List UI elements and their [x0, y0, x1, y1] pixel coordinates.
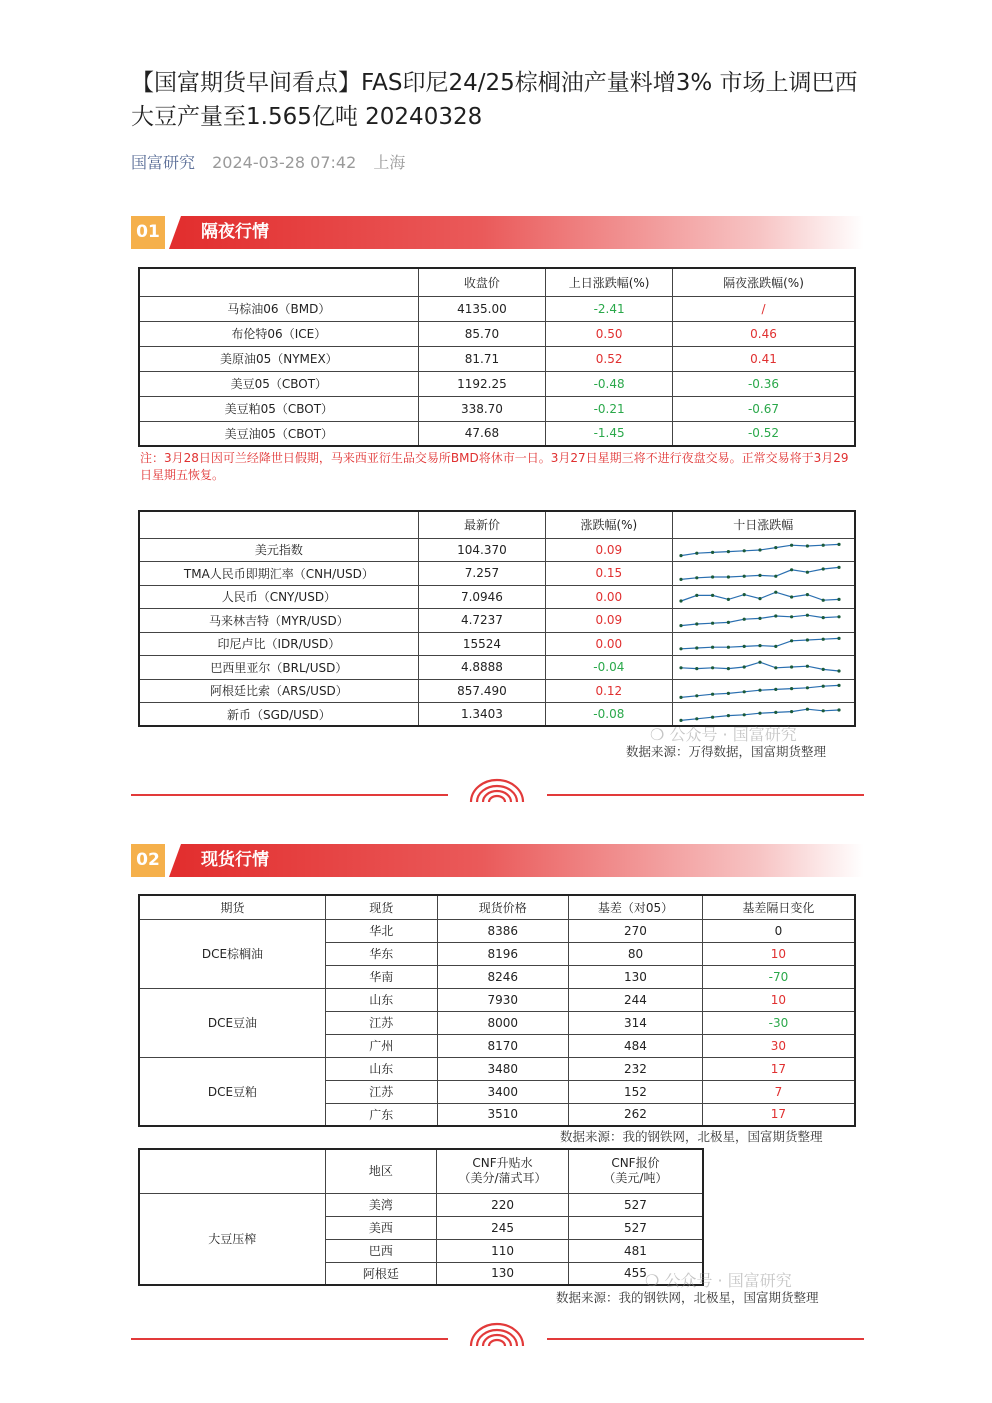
- origin-region: 巴西: [325, 1239, 437, 1262]
- author-link[interactable]: 国富研究: [131, 153, 196, 172]
- sparkline-line: [681, 638, 839, 648]
- holiday-note: 注：3月28日因可兰经降世日假期，马来西亚衍生品交易所BMD将休市一日。3月27日星期三将不进行夜盘交易。正常交易将于3月29日星期五恢复。: [140, 451, 849, 482]
- sparkline-point: [805, 708, 808, 711]
- cloud-ornament-icon: [465, 1322, 529, 1348]
- sparkline-point: [711, 692, 714, 695]
- basis-value: 262: [569, 1103, 703, 1126]
- sparkline-point: [711, 576, 714, 579]
- table-row: [139, 919, 855, 942]
- column-header: 最新价: [418, 511, 545, 538]
- data-source: 数据来源：我的钢铁网，北极星，国富期货整理: [560, 1129, 823, 1144]
- sparkline-point: [837, 670, 840, 673]
- night-change: -0.36: [673, 371, 856, 396]
- sparkline-point: [805, 665, 808, 668]
- ten-day-sparkline: [672, 562, 855, 586]
- table-header-row: [139, 268, 855, 296]
- sparkline-point: [805, 593, 808, 596]
- basis-change: 30: [702, 1034, 855, 1057]
- night-change: 0.41: [673, 346, 856, 371]
- day-change: -1.45: [546, 421, 673, 446]
- sparkline-point: [742, 645, 745, 648]
- sparkline-point: [774, 711, 777, 714]
- sparkline-point: [837, 615, 840, 618]
- sparkline-point: [821, 598, 824, 601]
- column-header: CNF升贴水 （美分/蒲式耳）: [437, 1149, 569, 1193]
- sparkline-point: [821, 668, 824, 671]
- sparkline-point: [821, 568, 824, 571]
- change-pct: -0.04: [546, 656, 672, 680]
- cnf-premium: 245: [437, 1216, 569, 1239]
- table-header-row: [139, 1149, 703, 1193]
- spot-region: 华北: [325, 919, 437, 942]
- ten-day-sparkline: [672, 609, 855, 633]
- sparkline-point: [774, 688, 777, 691]
- spot-region: 广东: [325, 1103, 437, 1126]
- sparkline-point: [837, 708, 840, 711]
- change-pct: 0.00: [546, 585, 672, 609]
- sparkline-point: [821, 616, 824, 619]
- spot-price: 8196: [437, 942, 569, 965]
- close-price: 47.68: [418, 421, 546, 446]
- close-price: 1192.25: [418, 371, 546, 396]
- sparkline-point: [790, 568, 793, 571]
- sparkline-point: [790, 687, 793, 690]
- sparkline-chart: [675, 681, 845, 701]
- cloud-ornament-icon: [465, 778, 529, 804]
- instrument-name: 美豆05（CBOT）: [139, 371, 418, 396]
- sparkline-point: [695, 594, 698, 597]
- spot-price: 3510: [437, 1103, 569, 1126]
- publish-date: 2024-03-28 07:42: [212, 153, 357, 172]
- section-divider: [131, 1322, 864, 1352]
- sparkline-point: [758, 712, 761, 715]
- spot-price: 8246: [437, 965, 569, 988]
- column-header: 上日涨跌幅(%): [546, 268, 673, 296]
- spot-region: 华东: [325, 942, 437, 965]
- sparkline-point: [695, 576, 698, 579]
- section-banner-overnight: [131, 216, 864, 249]
- currency-name: 美元指数: [139, 538, 418, 562]
- section-banner-bar: [169, 844, 864, 877]
- ten-day-sparkline: [672, 585, 855, 609]
- sparkline-point: [758, 597, 761, 600]
- sparkline-chart: [675, 657, 845, 677]
- sparkline-point: [695, 623, 698, 626]
- cnf-table: [138, 1148, 704, 1286]
- sparkline-point: [726, 550, 729, 553]
- day-change: 0.52: [546, 346, 673, 371]
- sparkline-chart: [675, 563, 845, 583]
- change-pct: 0.12: [546, 679, 672, 703]
- sparkline-chart: [675, 610, 845, 630]
- basis-value: 80: [569, 942, 703, 965]
- cnf-premium: 130: [437, 1262, 569, 1285]
- basis-change: 0: [702, 919, 855, 942]
- sparkline-point: [679, 578, 682, 581]
- cnf-price: 455: [568, 1262, 703, 1285]
- sparkline-point: [711, 551, 714, 554]
- sparkline-point: [679, 624, 682, 627]
- future-contract: DCE豆粕: [139, 1057, 325, 1126]
- sparkline-point: [726, 692, 729, 695]
- sparkline-point: [774, 546, 777, 549]
- latest-price: 7.0946: [418, 585, 545, 609]
- table-row: [139, 988, 855, 1011]
- sparkline-line: [681, 615, 839, 625]
- sparkline-point: [742, 666, 745, 669]
- sparkline-point: [821, 709, 824, 712]
- column-header: CNF报价 （美元/吨）: [568, 1149, 703, 1193]
- sparkline-point: [742, 690, 745, 693]
- basis-value: 314: [569, 1011, 703, 1034]
- instrument-name: 美豆粕05（CBOT）: [139, 396, 418, 421]
- basis-value: 232: [569, 1057, 703, 1080]
- change-pct: 0.09: [546, 538, 672, 562]
- day-change: -2.41: [546, 296, 673, 321]
- table-row: [139, 562, 855, 586]
- currency-name: 人民币（CNY/USD）: [139, 585, 418, 609]
- sparkline-point: [711, 622, 714, 625]
- sparkline-point: [695, 694, 698, 697]
- sparkline-point: [711, 594, 714, 597]
- basis-value: 152: [569, 1080, 703, 1103]
- watermark: ❍ 公众号 · 国富研究: [650, 725, 797, 744]
- table-row: [139, 421, 855, 446]
- sparkline-point: [790, 666, 793, 669]
- table-row: [139, 679, 855, 703]
- sparkline-point: [758, 548, 761, 551]
- sparkline-point: [695, 717, 698, 720]
- sparkline-chart: [675, 587, 845, 607]
- column-header: [139, 1149, 325, 1193]
- instrument-name: 布伦特06（ICE）: [139, 321, 418, 346]
- sparkline-point: [711, 666, 714, 669]
- basis-change: -30: [702, 1011, 855, 1034]
- ten-day-sparkline: [672, 679, 855, 703]
- currency-name: 印尼卢比（IDR/USD）: [139, 632, 418, 656]
- sparkline-point: [742, 618, 745, 621]
- sparkline-point: [790, 595, 793, 598]
- sparkline-point: [821, 637, 824, 640]
- sparkline-point: [695, 646, 698, 649]
- sparkline-point: [837, 598, 840, 601]
- data-source: 数据来源：万得数据，国富期货整理: [626, 744, 827, 759]
- currency-name: 马来林吉特（MYR/USD）: [139, 609, 418, 633]
- article-meta: [131, 150, 405, 173]
- crush-group: 大豆压榨: [139, 1193, 325, 1285]
- spot-price: 7930: [437, 988, 569, 1011]
- sparkline-point: [679, 599, 682, 602]
- latest-price: 15524: [418, 632, 545, 656]
- fx-table: [138, 510, 856, 727]
- latest-price: 857.490: [418, 679, 545, 703]
- table-row: [139, 346, 855, 371]
- cnf-price: 527: [568, 1216, 703, 1239]
- table-row: [139, 1057, 855, 1080]
- section-number: 01: [131, 216, 165, 249]
- sparkline-point: [726, 598, 729, 601]
- sparkline-point: [821, 543, 824, 546]
- basis-change: 7: [702, 1080, 855, 1103]
- origin-region: 阿根廷: [325, 1262, 437, 1285]
- ten-day-sparkline: [672, 656, 855, 680]
- sparkline-point: [726, 667, 729, 670]
- cnf-price: 527: [568, 1193, 703, 1216]
- sparkline-point: [679, 696, 682, 699]
- sparkline-line: [681, 709, 839, 720]
- sparkline-point: [790, 615, 793, 618]
- sparkline-point: [805, 544, 808, 547]
- section-banner-spot: [131, 844, 864, 877]
- future-contract: DCE棕榈油: [139, 919, 325, 988]
- watermark: ❍ 公众号 · 国富研究: [645, 1271, 792, 1290]
- currency-name: 巴西里亚尔（BRL/USD）: [139, 656, 418, 680]
- sparkline-point: [774, 590, 777, 593]
- basis-value: 484: [569, 1034, 703, 1057]
- sparkline-point: [790, 710, 793, 713]
- cnf-price: 481: [568, 1239, 703, 1262]
- sparkline-point: [742, 713, 745, 716]
- sparkline-point: [790, 639, 793, 642]
- column-header: 基差隔日变化: [702, 895, 855, 919]
- sparkline-point: [774, 645, 777, 648]
- sparkline-point: [774, 575, 777, 578]
- sparkline-point: [805, 686, 808, 689]
- table-row: [139, 585, 855, 609]
- column-header: 十日涨跌幅: [672, 511, 855, 538]
- spot-region: 山东: [325, 1057, 437, 1080]
- spot-price: 3400: [437, 1080, 569, 1103]
- close-price: 85.70: [418, 321, 546, 346]
- column-header: 地区: [325, 1149, 437, 1193]
- wechat-icon: ❍: [645, 1271, 665, 1290]
- change-pct: 0.09: [546, 609, 672, 633]
- close-price: 4135.00: [418, 296, 546, 321]
- publish-location: 上海: [373, 153, 406, 172]
- sparkline-point: [837, 543, 840, 546]
- ten-day-sparkline: [672, 632, 855, 656]
- spot-price-table: [138, 894, 856, 1127]
- column-header: 期货: [139, 895, 325, 919]
- basis-change: 10: [702, 988, 855, 1011]
- sparkline-point: [774, 615, 777, 618]
- sparkline-point: [711, 716, 714, 719]
- sparkline-point: [837, 684, 840, 687]
- sparkline-point: [742, 593, 745, 596]
- latest-price: 104.370: [418, 538, 545, 562]
- basis-change: 17: [702, 1103, 855, 1126]
- sparkline-point: [711, 645, 714, 648]
- sparkline-point: [679, 554, 682, 557]
- basis-change: -70: [702, 965, 855, 988]
- latest-price: 4.8888: [418, 656, 545, 680]
- sparkline-point: [758, 574, 761, 577]
- latest-price: 1.3403: [418, 703, 545, 727]
- day-change: 0.50: [546, 321, 673, 346]
- column-header: 隔夜涨跌幅(%): [673, 268, 856, 296]
- currency-name: TMA人民币即期汇率（CNH/USD）: [139, 562, 418, 586]
- column-header: [139, 511, 418, 538]
- article-title: 【国富期货早间看点】FAS印尼24/25棕榈油产量料增3% 市场上调巴西大豆产量至1.565亿吨 20240328: [131, 70, 858, 130]
- sparkline-point: [821, 684, 824, 687]
- night-change: -0.67: [673, 396, 856, 421]
- sparkline-point: [695, 667, 698, 670]
- latest-price: 4.7237: [418, 609, 545, 633]
- sparkline-chart: [675, 704, 845, 724]
- sparkline-point: [679, 647, 682, 650]
- spot-region: 山东: [325, 988, 437, 1011]
- column-header: 涨跌幅(%): [546, 511, 672, 538]
- sparkline-point: [805, 614, 808, 617]
- table-row: [139, 1193, 703, 1216]
- sparkline-point: [679, 666, 682, 669]
- sparkline-point: [758, 661, 761, 664]
- column-header: 收盘价: [418, 268, 546, 296]
- sparkline-point: [758, 688, 761, 691]
- sparkline-point: [790, 543, 793, 546]
- instrument-name: 美原油05（NYMEX）: [139, 346, 418, 371]
- basis-value: 270: [569, 919, 703, 942]
- sparkline-point: [837, 566, 840, 569]
- sparkline-point: [726, 576, 729, 579]
- data-source: 数据来源：我的钢铁网，北极星，国富期货整理: [556, 1290, 819, 1305]
- table-header-row: [139, 511, 855, 538]
- sparkline-point: [742, 575, 745, 578]
- cnf-premium: 110: [437, 1239, 569, 1262]
- spot-region: 江苏: [325, 1011, 437, 1034]
- sparkline-chart: [675, 540, 845, 560]
- table-row: [139, 321, 855, 346]
- sparkline-point: [805, 571, 808, 574]
- column-header: 现货: [325, 895, 437, 919]
- day-change: -0.21: [546, 396, 673, 421]
- sparkline-chart: [675, 634, 845, 654]
- section-divider: [131, 778, 864, 808]
- basis-change: 10: [702, 942, 855, 965]
- spot-price: 8000: [437, 1011, 569, 1034]
- spot-region: 华南: [325, 965, 437, 988]
- sparkline-point: [726, 645, 729, 648]
- basis-value: 244: [569, 988, 703, 1011]
- origin-region: 美湾: [325, 1193, 437, 1216]
- sparkline-point: [774, 666, 777, 669]
- instrument-name: 马棕油06（BMD）: [139, 296, 418, 321]
- sparkline-point: [805, 638, 808, 641]
- latest-price: 7.257: [418, 562, 545, 586]
- day-change: -0.48: [546, 371, 673, 396]
- night-change: -0.52: [673, 421, 856, 446]
- basis-value: 130: [569, 965, 703, 988]
- sparkline-point: [742, 549, 745, 552]
- spot-price: 8386: [437, 919, 569, 942]
- change-pct: -0.08: [546, 703, 672, 727]
- table-row: [139, 396, 855, 421]
- sparkline-line: [681, 568, 839, 580]
- change-pct: 0.00: [546, 632, 672, 656]
- section-banner-bar: [169, 216, 864, 249]
- wechat-icon: ❍: [650, 725, 670, 744]
- instrument-name: 美豆油05（CBOT）: [139, 421, 418, 446]
- close-price: 81.71: [418, 346, 546, 371]
- spot-price: 8170: [437, 1034, 569, 1057]
- origin-region: 美西: [325, 1216, 437, 1239]
- sparkline-point: [726, 621, 729, 624]
- table-row: [139, 656, 855, 680]
- spot-region: 江苏: [325, 1080, 437, 1103]
- spot-region: 广州: [325, 1034, 437, 1057]
- overnight-market-table: [138, 267, 856, 447]
- currency-name: 新币（SGD/USD）: [139, 703, 418, 727]
- basis-change: 17: [702, 1057, 855, 1080]
- table-row: [139, 538, 855, 562]
- currency-name: 阿根廷比索（ARS/USD）: [139, 679, 418, 703]
- future-contract: DCE豆油: [139, 988, 325, 1057]
- night-change: /: [673, 296, 856, 321]
- table-row: [139, 609, 855, 633]
- sparkline-point: [758, 644, 761, 647]
- table-row: [139, 632, 855, 656]
- section-number: 02: [131, 844, 165, 877]
- sparkline-point: [837, 637, 840, 640]
- column-header: 现货价格: [437, 895, 569, 919]
- section-title: 隔夜行情: [201, 222, 269, 242]
- night-change: 0.46: [673, 321, 856, 346]
- table-row: [139, 371, 855, 396]
- table-header-row: [139, 895, 855, 919]
- ten-day-sparkline: [672, 538, 855, 562]
- sparkline-point: [758, 617, 761, 620]
- column-header: [139, 268, 418, 296]
- cnf-premium: 220: [437, 1193, 569, 1216]
- column-header: 基差（对05）: [569, 895, 703, 919]
- spot-price: 3480: [437, 1057, 569, 1080]
- sparkline-point: [695, 551, 698, 554]
- table-row: [139, 296, 855, 321]
- change-pct: 0.15: [546, 562, 672, 586]
- sparkline-point: [726, 714, 729, 717]
- close-price: 338.70: [418, 396, 546, 421]
- section-title: 现货行情: [201, 850, 269, 870]
